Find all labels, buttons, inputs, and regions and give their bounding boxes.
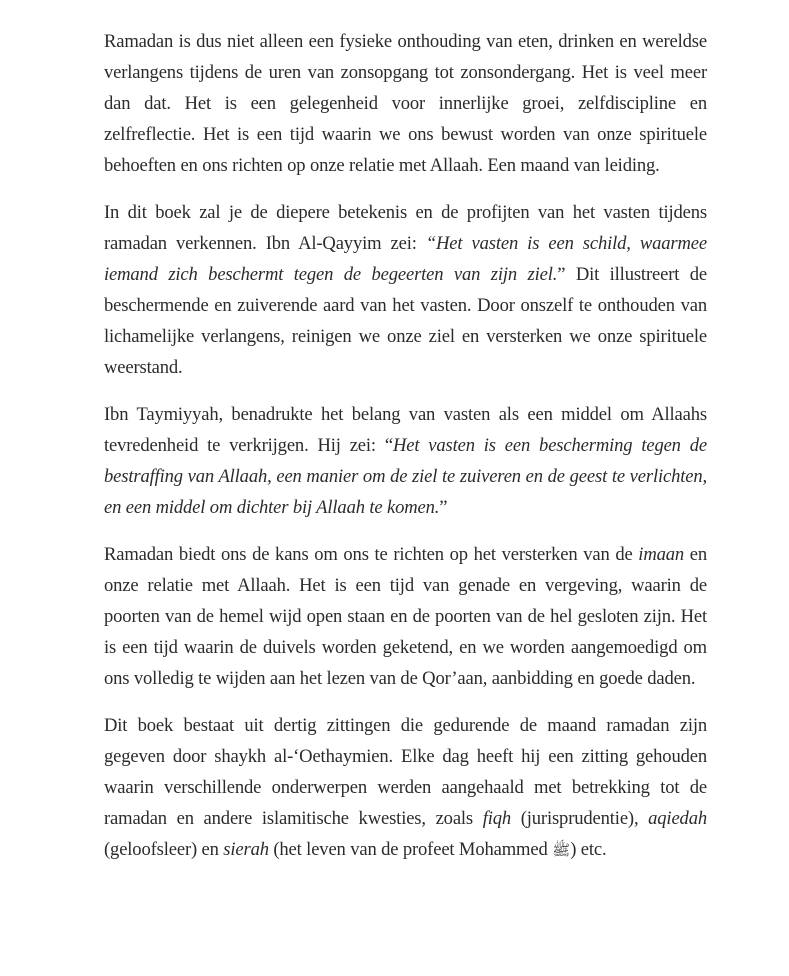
paragraph-ramadan-opportunity xyxy=(104,539,707,694)
quote-ibn-al-qayyim: “Het vasten is een schild, waarmee iemand zich beschermt tegen de begeerten van zijn ziel. xyxy=(104,233,707,285)
term-fiqh: fiqh xyxy=(482,808,512,829)
paragraph-text: Ramadan is dus niet alleen een fysieke onthouding van eten, drinken en wereldse verlangens tijdens de uren van zonsopgang tot zonsondergang. Het is veel meer dan dat. Het is een gelegenheid voor innerlijke groei, zelfdiscipline en zelfreflectie. Het is een tijd waarin we ons bewust worden van onze spirituele behoeften en ons richten op onze relatie met Allaah. Een maand van leiding. xyxy=(104,31,707,176)
paragraph-text: Dit boek bestaat uit dertig zittingen die gedurende de maand ramadan zijn gegeven door shaykh al-‘Oethaymien. Elke dag heeft hij een zitting gehouden waarin verschillende onderwerpen werden aangehaald met betrekking tot de ramadan en andere islamitische kwesties, zoals xyxy=(104,715,707,829)
paragraph-text: ) etc. xyxy=(570,839,607,860)
paragraph-ibn-al-qayyim xyxy=(104,197,707,383)
term-imaan: imaan xyxy=(638,544,685,565)
term-sierah: sierah xyxy=(223,839,269,860)
term-aqiedah: aqiedah xyxy=(648,808,707,829)
paragraph-text: Ramadan biedt ons de kans om ons te richten op het versterken van de xyxy=(104,544,639,565)
document-page xyxy=(104,26,707,866)
paragraph-text: (het leven van de profeet Mohammed xyxy=(268,839,553,860)
paragraph-text: en onze relatie met Allaah. Het is een tijd van genade en vergeving, waarin de poorten van de hemel wijd open staan en de poorten van de hel gesloten zijn. Het is een tijd waarin de duivels worden geketend, en we worden aangemoedigd om ons volledig te wijden aan het lezen van de Qor’aan, aanbidding en goede daden. xyxy=(104,544,708,689)
paragraph-text: Ibn Taymiyyah, benadrukte het belang van vasten als een middel om Allaahs tevredenheid te verkrijgen. Hij zei: “ xyxy=(104,404,707,456)
paragraph-ramadan-meaning xyxy=(104,26,707,181)
quote-ibn-taymiyyah: Het vasten is een bescherming tegen de bestraffing van Allaah, een manier om de ziel te zuiveren en de geest te verlichten, en een middel om dichter bij Allaah te komen. xyxy=(104,435,707,518)
paragraph-text: ” Dit illustreert de beschermende en zuiverende aard van het vasten. Door onszelf te onthouden van lichamelijke verlangens, reinigen we onze ziel en versterken we onze spirituele weerstand. xyxy=(104,264,707,378)
paragraph-book-description xyxy=(104,710,707,866)
paragraph-text: (geloofsleer) en xyxy=(104,839,224,860)
paragraph-text: (jurisprudentie), xyxy=(511,808,649,829)
paragraph-text: In dit boek zal je de diepere betekenis en de profijten van het vasten tijdens ramadan verkennen. Ibn Al-Qayyim zei: xyxy=(104,202,707,254)
salawat-glyph-icon: ﷺ xyxy=(552,841,571,859)
paragraph-ibn-taymiyyah xyxy=(104,399,707,523)
paragraph-text: ” xyxy=(439,497,448,518)
